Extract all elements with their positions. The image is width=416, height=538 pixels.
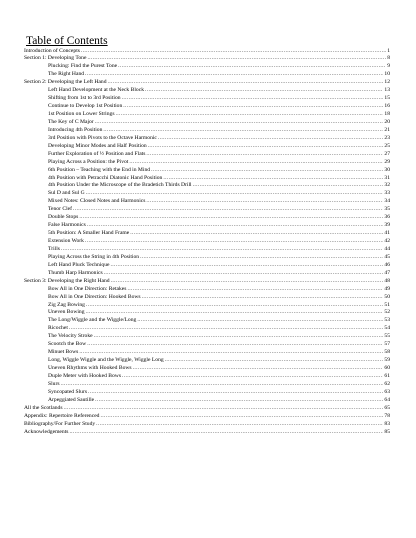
toc-entry[interactable] <box>24 389 390 397</box>
dot-leader <box>122 373 383 381</box>
dot-leader <box>148 143 384 151</box>
toc-entry[interactable] <box>24 167 390 175</box>
toc-entry-page-number: 15 <box>384 95 390 102</box>
toc-entry[interactable] <box>24 317 390 325</box>
dot-leader <box>61 381 384 389</box>
toc-entry-page-number: 78 <box>384 412 390 419</box>
toc-entry-title: Introducing 4th Position <box>48 126 103 133</box>
toc-entry[interactable] <box>24 381 390 389</box>
dot-leader <box>86 309 384 317</box>
toc-entry-page-number: 60 <box>384 365 390 371</box>
toc-entry-title: Acknowledgements <box>24 428 69 435</box>
toc-entry[interactable] <box>24 294 390 302</box>
dot-leader <box>116 111 384 119</box>
dot-leader <box>79 214 383 222</box>
toc-entry-page-number: 49 <box>384 285 390 292</box>
dot-leader <box>73 206 383 214</box>
toc-entry-title: Developing Minor Modes and Half Position <box>48 142 147 149</box>
toc-entry-title: Minuet Bows <box>48 349 79 356</box>
toc-entry[interactable] <box>24 429 390 437</box>
dot-leader <box>96 421 383 429</box>
toc-entry-page-number: 57 <box>384 341 390 348</box>
toc-entry-page-number: 61 <box>384 372 390 379</box>
dot-leader <box>81 48 386 56</box>
toc-entry-page-number: 54 <box>384 325 390 332</box>
dot-leader <box>145 87 383 95</box>
toc-entry-page-number: 20 <box>384 118 390 125</box>
toc-entry-page-number: 83 <box>384 420 390 427</box>
toc-entry-page-number: 63 <box>384 388 390 395</box>
toc-entry-page-number: 30 <box>384 166 390 173</box>
toc-entry-page-number: 48 <box>384 277 390 284</box>
dot-leader <box>130 230 383 238</box>
dot-leader <box>95 397 383 405</box>
toc-entry-title: Mixed Notes: Closed Notes and Harmonics <box>48 198 146 205</box>
toc-entry[interactable] <box>24 246 390 254</box>
toc-entry-title: Bow All in One Direction: Retakes <box>48 285 127 292</box>
toc-entry[interactable] <box>24 421 390 429</box>
toc-entry-page-number: 45 <box>384 253 390 260</box>
toc-entry-title: 3rd Position with Pivots to the Octave Harmonic <box>48 134 157 141</box>
toc-entry[interactable] <box>24 333 390 341</box>
dot-leader <box>110 262 383 270</box>
toc-entry-title: 5th Position: A Smaller Hand Frame <box>48 230 130 237</box>
dot-leader <box>140 254 383 262</box>
toc-entry[interactable] <box>24 190 390 198</box>
toc-entry-title: Thumb Harp Harmonics <box>48 269 103 276</box>
dot-leader <box>79 349 383 357</box>
toc-entry-title: Left Hand Pluck Technique <box>48 261 110 268</box>
dot-leader <box>104 270 384 278</box>
dot-leader <box>118 63 386 71</box>
toc-entry-title: 6th Position – Teaching with the End in Mind <box>48 166 151 173</box>
toc-entry[interactable] <box>24 95 390 103</box>
toc-entry-page-number: 44 <box>384 245 390 252</box>
toc-entry-page-number: 31 <box>384 174 390 181</box>
toc-entry[interactable] <box>24 48 390 56</box>
toc-entry-title: Sul D and Sul G <box>48 190 85 197</box>
dot-leader <box>86 190 384 198</box>
toc-entry[interactable] <box>24 254 390 262</box>
toc-entry-title: Introduction of Concepts <box>24 47 80 54</box>
toc-entry-page-number: 52 <box>384 309 390 316</box>
toc-entry[interactable] <box>24 397 390 405</box>
toc-entry-page-number: 16 <box>384 103 390 110</box>
dot-leader <box>87 55 386 63</box>
toc-entry-title: 1st Position on Lower Strings <box>48 111 115 117</box>
toc-entry[interactable] <box>24 119 390 127</box>
dot-leader <box>85 71 383 79</box>
toc-entry-title: Trills <box>48 245 60 252</box>
toc-entry-title: Tenor Clef <box>48 206 72 213</box>
toc-entry[interactable] <box>24 357 390 365</box>
toc-entry-title: Slurs <box>48 380 60 387</box>
toc-entry[interactable] <box>24 325 390 333</box>
toc-entry-page-number: 36 <box>384 214 390 221</box>
toc-entry[interactable] <box>24 55 390 63</box>
toc-entry[interactable] <box>24 262 390 270</box>
toc-entry[interactable] <box>24 198 390 206</box>
toc-entry[interactable] <box>24 159 390 167</box>
toc-entry-page-number: 12 <box>384 79 390 86</box>
toc-entry-page-number: 50 <box>384 293 390 300</box>
dot-leader <box>111 278 384 286</box>
toc-entry-page-number: 13 <box>384 87 390 94</box>
dot-leader <box>95 119 384 127</box>
dot-leader <box>193 182 384 190</box>
toc-entry[interactable] <box>24 111 390 119</box>
toc-entry-page-number: 39 <box>384 222 390 229</box>
dot-leader <box>103 127 383 135</box>
toc-entry[interactable] <box>24 214 390 222</box>
dot-leader <box>87 341 383 349</box>
toc-entry[interactable] <box>24 151 390 159</box>
toc-entry-page-number: 62 <box>384 380 390 387</box>
dot-leader <box>108 79 384 87</box>
toc-entry[interactable] <box>24 302 390 310</box>
toc-entry[interactable] <box>24 341 390 349</box>
toc-entry-title: False Harmonics <box>48 222 86 229</box>
toc-entry-page-number: 64 <box>384 396 390 403</box>
dot-leader <box>163 175 383 183</box>
toc-entry-page-number: 55 <box>384 333 390 340</box>
toc-entry-title: Long, Wiggle Wiggle and the Wiggle, Wiggle Long <box>48 357 164 364</box>
dot-leader <box>69 429 383 437</box>
toc-entry-title: Shifting from 1st to 3rd Position <box>48 95 121 102</box>
toc-entry-title: Double Stops <box>48 214 79 221</box>
dot-leader <box>142 294 384 302</box>
toc-entry[interactable] <box>24 286 390 294</box>
dot-leader <box>85 238 383 246</box>
toc-entry-title: Bow All in One Direction: Hooked Bows <box>48 293 141 300</box>
toc-entry-title: Playing Across a Position: the Pivot <box>48 158 129 165</box>
toc-entry-page-number: 51 <box>384 301 390 308</box>
toc-entry-page-number: 58 <box>384 349 390 356</box>
toc-entry-title: Duple Meter with Hooked Bows <box>48 372 122 379</box>
toc-entry-page-number: 23 <box>384 134 390 141</box>
toc-entry-title: All the Scotlands <box>24 404 63 411</box>
dot-leader <box>64 405 384 413</box>
toc-entry-title: The Right Hand <box>48 71 85 78</box>
toc-entry-page-number: 18 <box>384 111 390 117</box>
dot-leader <box>151 167 383 175</box>
page-title: Table of Contents <box>26 35 108 47</box>
dot-leader <box>133 365 384 373</box>
toc-entry-title: Appendix: Repertoire Referenced <box>24 412 100 419</box>
toc-entry[interactable] <box>24 278 390 286</box>
toc-entry[interactable] <box>24 143 390 151</box>
dot-leader <box>165 357 384 365</box>
toc-entry-page-number: 1 <box>387 47 390 54</box>
toc-entry-title: Ricochet <box>48 325 68 332</box>
toc-entry[interactable] <box>24 79 390 87</box>
toc-entry-page-number: 33 <box>384 190 390 197</box>
dot-leader <box>61 246 383 254</box>
toc-entry-title: Left Hand Development at the Neck Block <box>48 87 144 94</box>
toc-entry-page-number: 42 <box>384 238 390 244</box>
toc-entry[interactable] <box>24 63 390 71</box>
toc-entry-title: Syncopated Slurs <box>48 388 87 395</box>
toc-entry-page-number: 41 <box>384 230 390 237</box>
toc-entry-page-number: 25 <box>384 142 390 149</box>
dot-leader <box>86 302 383 310</box>
toc-entry-title: Arpeggiated Sautille <box>48 396 95 403</box>
toc-entry-page-number: 10 <box>384 71 390 78</box>
toc-entry[interactable] <box>24 206 390 214</box>
toc-entry[interactable] <box>24 135 390 143</box>
toc-entry-page-number: 34 <box>384 198 390 205</box>
toc-entry[interactable] <box>24 103 390 111</box>
toc-entry-title: Scootch the Bow <box>48 341 87 348</box>
toc-entry[interactable] <box>24 373 390 381</box>
dot-leader <box>122 95 384 103</box>
toc-entry[interactable] <box>24 309 390 317</box>
toc-entry-title: The Velocity Stroke <box>48 333 93 340</box>
toc-entry[interactable] <box>24 222 390 230</box>
toc-entry-page-number: 53 <box>384 317 390 324</box>
toc-entry-page-number: 85 <box>384 428 390 435</box>
toc-entry[interactable] <box>24 365 390 373</box>
toc-entry-title: Plucking: Find the Purest Tone <box>48 63 118 70</box>
toc-entry-title: The Long/Wiggle and the Wiggle/Long <box>48 317 137 324</box>
toc-entry-title: Playing Across the String in 4th Position <box>48 253 140 260</box>
dot-leader <box>87 222 384 230</box>
toc-entry-page-number: 46 <box>384 261 390 268</box>
dot-leader <box>94 333 384 341</box>
toc-entry-title: Section 3: Developing the Right Hand <box>24 277 110 284</box>
toc-entry-title: Bibliography/For Further Study <box>24 420 96 427</box>
toc-entry[interactable] <box>24 405 390 413</box>
toc-entry-title: Section 1: Developing Tone <box>24 55 87 62</box>
dot-leader <box>158 135 383 143</box>
toc-entry-page-number: 21 <box>384 126 390 133</box>
dot-leader <box>123 103 383 111</box>
toc-entry-title: Zig Zag Bowing <box>48 301 85 308</box>
toc-entry[interactable] <box>24 413 390 421</box>
dot-leader <box>88 389 383 397</box>
toc-entry-title: Further Exploration of ½ Position and Flats <box>48 150 146 157</box>
toc-entry[interactable] <box>24 349 390 357</box>
toc-entry-title: The Key of C Major <box>48 118 94 125</box>
dot-leader <box>127 286 383 294</box>
toc-entry[interactable] <box>24 270 390 278</box>
dot-leader <box>146 151 383 159</box>
toc-entry-title: 4th Position with Petracchi Diatonic Hand Position <box>48 174 163 181</box>
dot-leader <box>137 317 383 325</box>
dot-leader <box>146 198 383 206</box>
toc-entry-page-number: 59 <box>384 357 390 364</box>
toc-entry[interactable] <box>24 238 390 246</box>
toc-entry-page-number: 35 <box>384 206 390 213</box>
toc-entry-title: Uneven Bowing <box>48 309 85 316</box>
dot-leader <box>100 413 383 421</box>
toc-entry-title: Section 2: Developing the Left Hand <box>24 79 107 86</box>
toc-entry-title: Extension Work <box>48 238 84 244</box>
toc-entry-title: Uneven Rhythms with Hooked Bows <box>48 365 132 371</box>
toc-entry-title: 4th Position Under the Microscope of the Bradetich Thirds Drill <box>48 182 192 189</box>
dot-leader <box>69 325 384 333</box>
toc-entry[interactable] <box>24 230 390 238</box>
dot-leader <box>129 159 383 167</box>
toc-entry-page-number: 9 <box>387 63 390 70</box>
toc-entry[interactable] <box>24 127 390 135</box>
toc-entry-page-number: 27 <box>384 150 390 157</box>
toc-entry[interactable] <box>24 182 390 190</box>
toc-entry[interactable] <box>24 87 390 95</box>
toc-entry-page-number: 65 <box>384 404 390 411</box>
table-of-contents <box>24 48 390 437</box>
toc-entry-page-number: 32 <box>384 182 390 189</box>
toc-entry-page-number: 47 <box>384 269 390 276</box>
toc-entry-page-number: 8 <box>387 55 390 62</box>
toc-entry-title: Continue to Develop 1st Position <box>48 103 123 110</box>
toc-entry-page-number: 29 <box>384 158 390 165</box>
